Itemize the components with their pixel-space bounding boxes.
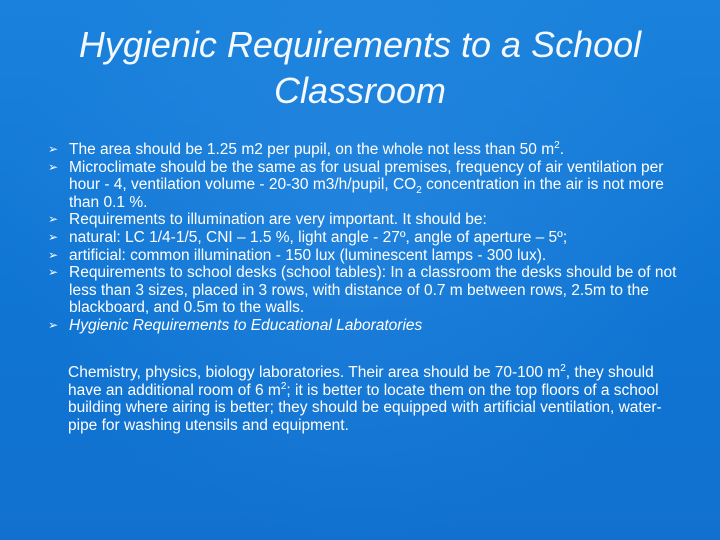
title-line-1: Hygienic Requirements to a School [78, 24, 642, 65]
bullet-text: Hygienic Requirements to Educational Laboratories [69, 316, 423, 334]
bullet-item-illumination [48, 211, 688, 229]
title-line-2: Classroom [273, 70, 447, 111]
superscript: 2 [554, 139, 560, 151]
bullet-item-desks [48, 264, 688, 317]
bullet-item-natural [48, 229, 688, 247]
arrow-bullet-icon: ➢ [48, 265, 59, 280]
paragraph-part-2: , they should have an additional room of 6 m [68, 364, 654, 399]
superscript: 2 [560, 362, 566, 374]
bullet-text: Requirements to illumination are very important. It should be: [69, 211, 487, 229]
bullet-item-area [48, 141, 688, 159]
bullet-tail: . [559, 141, 564, 158]
subscript: 2 [416, 185, 422, 197]
bullet-text: The area should be 1.25 m2 per pupil, on the whole not less than 50 m [69, 141, 555, 158]
bullet-item-microclimate [48, 159, 688, 212]
bullet-item-artificial [48, 247, 688, 265]
paragraph-part-3: ; it is better to locate them on the top floors of a school building where airing is better; they should be equipped with artificial ventilation, water-pipe for washing utensils and equipment. [68, 381, 662, 434]
arrow-bullet-icon: ➢ [48, 317, 59, 332]
bullet-text: Microclimate should be the same as for usual premises, frequency of air ventilation per hour - 4, ventilation volume - 20-30 m3/h/pupil, CO [69, 158, 664, 194]
bullet-text: natural: LC 1/4-1/5, CNI – 1.5 %, light angle - 27º, angle of aperture – 5º; [69, 228, 568, 246]
superscript: 2 [280, 380, 287, 392]
paragraph-part-1: Chemistry, physics, biology laboratories. Their area should be 70-100 m [68, 364, 561, 381]
arrow-bullet-icon: ➢ [48, 142, 59, 156]
bullet-item-laboratories [48, 317, 688, 335]
slide-title [0, 22, 720, 114]
bullet-text: artificial: common illumination - 150 lux (luminescent lamps - 300 lux). [69, 246, 547, 264]
arrow-bullet-icon: ➢ [48, 229, 59, 244]
arrow-bullet-icon: ➢ [48, 247, 59, 262]
arrow-bullet-icon: ➢ [48, 159, 59, 174]
bullet-list [48, 141, 688, 335]
laboratories-paragraph [68, 364, 688, 434]
arrow-bullet-icon: ➢ [48, 212, 59, 227]
bullet-text: Requirements to school desks (school tables): In a classroom the desks should be of not less than 3 sizes, placed in 3 rows, with distance of 0.7 m between rows, 2.5m to the blackboard, and 0.5m to the walls. [69, 264, 677, 317]
bullet-tail: concentration in the air is not more than 0.1 %. [69, 176, 664, 211]
